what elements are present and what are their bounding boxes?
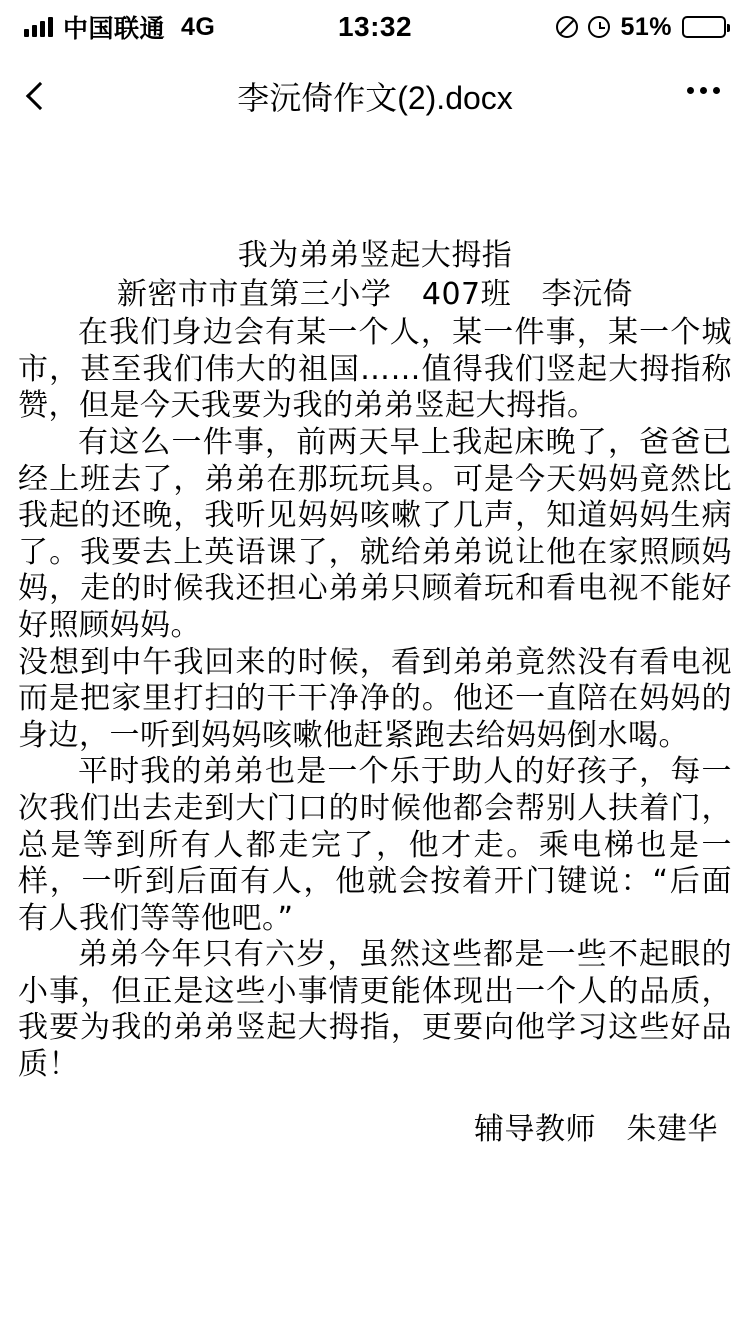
status-bar-right bbox=[412, 13, 726, 42]
document-paragraph: 弟弟今年只有六岁，虽然这些都是一些不起眼的小事，但正是这些小事情更能体现出一个人的品质，我要为我的弟弟竖起大拇指，更要向他学习这些好品质！ bbox=[18, 937, 732, 1083]
status-bar-clock: 13:32 bbox=[337, 11, 413, 42]
document-paragraph: 在我们身边会有某一个人，某一件事，某一个城市，甚至我们伟大的祖国……值得我们竖起大拇指称赞，但是今天我要为我的弟弟竖起大拇指。 bbox=[18, 315, 732, 424]
document-signature: 辅导教师 朱建华 bbox=[474, 1111, 718, 1147]
document-paragraph: 没想到中午我回来的时候，看到弟弟竟然没有看电视而是把家里打扫的干干净净的。他还一直陪在妈妈的身边，一听到妈妈咳嗽他赶紧跑去给妈妈倒水喝。 bbox=[18, 644, 732, 753]
document-viewer[interactable] bbox=[0, 138, 750, 1334]
document-title: 我为弟弟竖起大拇指 bbox=[237, 238, 513, 273]
network-type-label: 4G bbox=[181, 12, 216, 41]
navigation-bar bbox=[0, 54, 750, 138]
document-content bbox=[18, 138, 732, 1148]
chevron-left-icon bbox=[26, 82, 54, 110]
more-options-icon-dot bbox=[687, 87, 694, 94]
carrier-label: 中国联通 bbox=[63, 15, 166, 43]
battery-percent-label: 51% bbox=[620, 12, 672, 41]
page-title: 李沅倚作文(2).docx bbox=[237, 80, 513, 116]
alarm-icon bbox=[588, 16, 610, 38]
more-options-icon-dot bbox=[713, 87, 720, 94]
status-bar-left bbox=[24, 9, 338, 45]
document-paragraph: 平时我的弟弟也是一个乐于助人的好孩子，每一次我们出去走到大门口的时候他都会帮别人扶着门，总是等到所有人都走完了，他才走。乘电梯也是一样，一听到后面有人，他就会按着开门键说：“后面有人我们等等他吧。” bbox=[18, 754, 732, 936]
battery-icon bbox=[682, 16, 726, 38]
more-options-icon-dot bbox=[700, 87, 707, 94]
document-paragraph: 有这么一件事，前两天早上我起床晚了，爸爸已经上班去了，弟弟在那玩玩具。可是今天妈妈竟然比我起的还晚，我听见妈妈咳嗽了几声，知道妈妈生病了。我要去上英语课了，就给弟弟说让他在家照顾妈妈，走的时候我还担心弟弟只顾着玩和看电视不能好好照顾妈妈。 bbox=[18, 424, 732, 643]
more-options-button[interactable] bbox=[660, 87, 720, 106]
signal-bars-icon bbox=[24, 17, 53, 37]
back-button[interactable] bbox=[30, 86, 90, 106]
document-byline: 新密市市直第三小学 407班 李沅倚 bbox=[116, 276, 634, 312]
location-icon bbox=[556, 16, 578, 38]
status-bar bbox=[0, 0, 750, 54]
